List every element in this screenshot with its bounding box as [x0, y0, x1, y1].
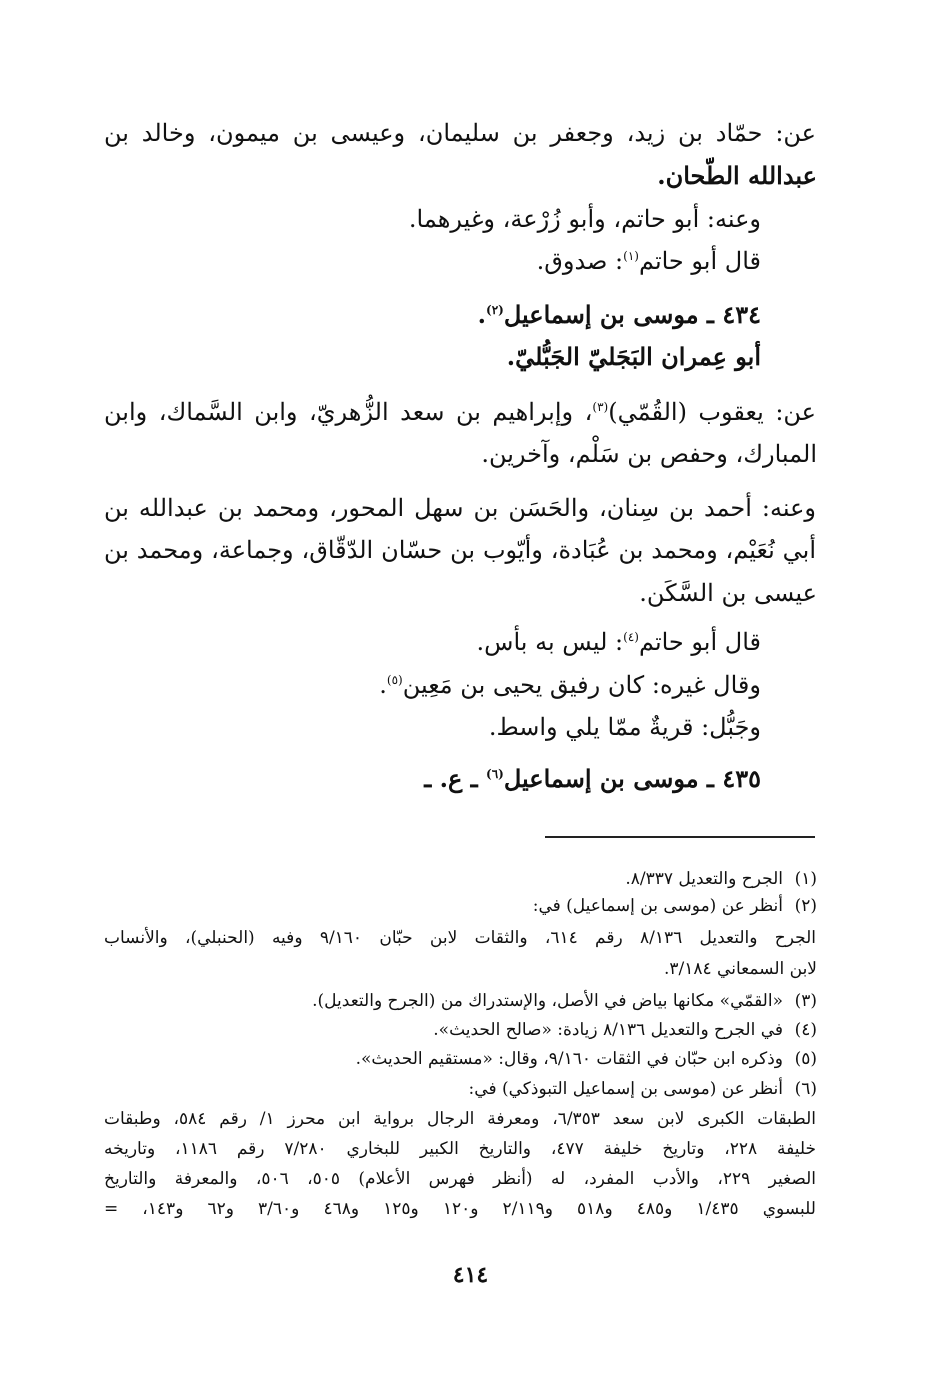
footnote-divider: [545, 836, 815, 838]
footnote-ref[interactable]: (٦): [486, 767, 504, 781]
footnote-text-line: لابن السمعاني ٣/١٨٤.: [663, 959, 817, 979]
text-line: أبو عِمران البَجَليّ الجَبُّليّ.: [506, 342, 761, 371]
text-line: [104, 395, 816, 429]
footnote-number: (٤): [794, 1020, 817, 1040]
page-number: ٤١٤: [452, 1262, 489, 1288]
footnote-text-line: الطبقات الكبرى لابن سعد ٦/٣٥٣، ومعرفة الرجال برواية ابن محرز ١/ رقم ٥٨٤، وطبقات: [104, 1109, 816, 1129]
entry-title-end: ـ ع. ـ: [424, 764, 487, 793]
text-span: : صدوق.: [536, 247, 624, 275]
footnote-text: أنظر عن (موسى بن إسماعيل) في:: [532, 896, 783, 916]
footnote-2: [533, 893, 817, 919]
entry-title: ٤٣٤ ـ موسى بن إسماعيل: [503, 300, 761, 329]
text-span: عن: يعقوب (القُمّي): [608, 398, 816, 426]
text-line: أبي نُعَيْم، ومحمد بن عُبَادة، وأيّوب بن حسّان الدّقّاق، وجماعة، ومحمد بن: [104, 536, 816, 564]
text-line: [379, 668, 761, 702]
text-line: [537, 244, 761, 278]
text-span: وقال غيره: كان رفيق يحيى بن مَعِين: [402, 671, 761, 699]
footnote-number: (٣): [794, 991, 817, 1011]
footnote-text-line: الجرح والتعديل ٨/١٣٦ رقم ٦١٤، والثقات لابن حبّان ٩/١٦٠ وفيه (الحنبلي)، والأنساب: [104, 928, 816, 948]
entry-heading-435: [424, 762, 761, 796]
text-line: عيسى بن السَّكَن.: [639, 579, 817, 607]
text-span: ، وإبراهيم بن سعد الزُّهريّ، وابن السَّماك، وابن: [104, 398, 593, 426]
footnote-number: (١): [794, 869, 817, 889]
footnote-text: «القمّي» مكانها بياض في الأصل، والإستدراك من (الجرح والتعديل).: [312, 991, 783, 1011]
entry-heading-434: [478, 298, 761, 332]
text-line: [477, 625, 761, 659]
footnote-1: [625, 866, 817, 892]
text-line: وعنه: أحمد بن سِنان، والحَسَن بن سهل المحور، ومحمد بن عبدالله بن: [104, 494, 816, 522]
footnote-text: في الجرح والتعديل ٨/١٣٦ زيادة: «صالح الحديث».: [433, 1020, 783, 1040]
entry-title-end: .: [477, 300, 487, 329]
text-span: .: [379, 671, 387, 699]
footnote-text-line: خليفة ٢٢٨، وتاريخ خليفة ٤٧٧، والتاريخ الكبير للبخاري ٧/٢٨٠ رقم ١١٨٦، وتاريخه: [104, 1139, 816, 1159]
entry-title: ٤٣٥ ـ موسى بن إسماعيل: [503, 764, 761, 793]
footnote-ref[interactable]: (٢): [486, 303, 504, 317]
text-line: المبارك، وحفص بن سَلْم، وآخرين.: [481, 440, 817, 468]
footnote-4: [433, 1017, 817, 1043]
text-span: : ليس به بأس.: [476, 628, 624, 656]
footnote-ref[interactable]: (٥): [386, 673, 403, 687]
footnote-number: (٦): [794, 1079, 817, 1099]
footnote-6: [469, 1076, 817, 1102]
footnote-number: (٢): [794, 896, 817, 916]
footnote-text: وذكره ابن حبّان في الثقات ٩/١٦٠، وقال: «مستقيم الحديث».: [355, 1049, 783, 1069]
footnote-5: [356, 1046, 817, 1072]
text-span: قال أبو حاتم: [638, 628, 761, 656]
footnote-ref[interactable]: (٤): [623, 630, 639, 644]
footnote-ref[interactable]: (٣): [592, 400, 609, 414]
footnote-3: [312, 988, 817, 1014]
text-span: قال أبو حاتم: [638, 247, 761, 275]
footnote-text-line: الصغير ٢٢٩، والأدب المفرد، له (أنظر فهرس الأعلام) ٥٠٥، ٥٠٦، والمعرفة والتاريخ: [104, 1169, 817, 1189]
text-line: وعنه: أبو حاتم، وأبو زُرْعة، وغيرهما.: [408, 205, 761, 233]
footnote-text: أنظر عن (موسى بن إسماعيل التبوذكي) في:: [468, 1079, 783, 1099]
footnote-number: (٥): [794, 1049, 817, 1069]
text-line: عن: حمّاد بن زيد، وجعفر بن سليمان، وعيسى بن ميمون، وخالد بن: [104, 119, 816, 147]
text-line: عبدالله الطّحان.: [657, 161, 817, 190]
footnote-text: الجرح والتعديل ٨/٣٣٧.: [625, 869, 783, 889]
footnote-ref[interactable]: (١): [623, 249, 639, 263]
footnote-text-line: للبسوي ١/٤٣٥ و٤٨٥ و٥١٨ و٢/١١٩ و١٢٠ و١٢٥ و٤٦٨ و٣/٦٠ و٦٢ و١٤٣، =: [104, 1199, 816, 1219]
text-line: وجَبُّل: قريةٌ ممّا يلي واسط.: [488, 713, 761, 741]
